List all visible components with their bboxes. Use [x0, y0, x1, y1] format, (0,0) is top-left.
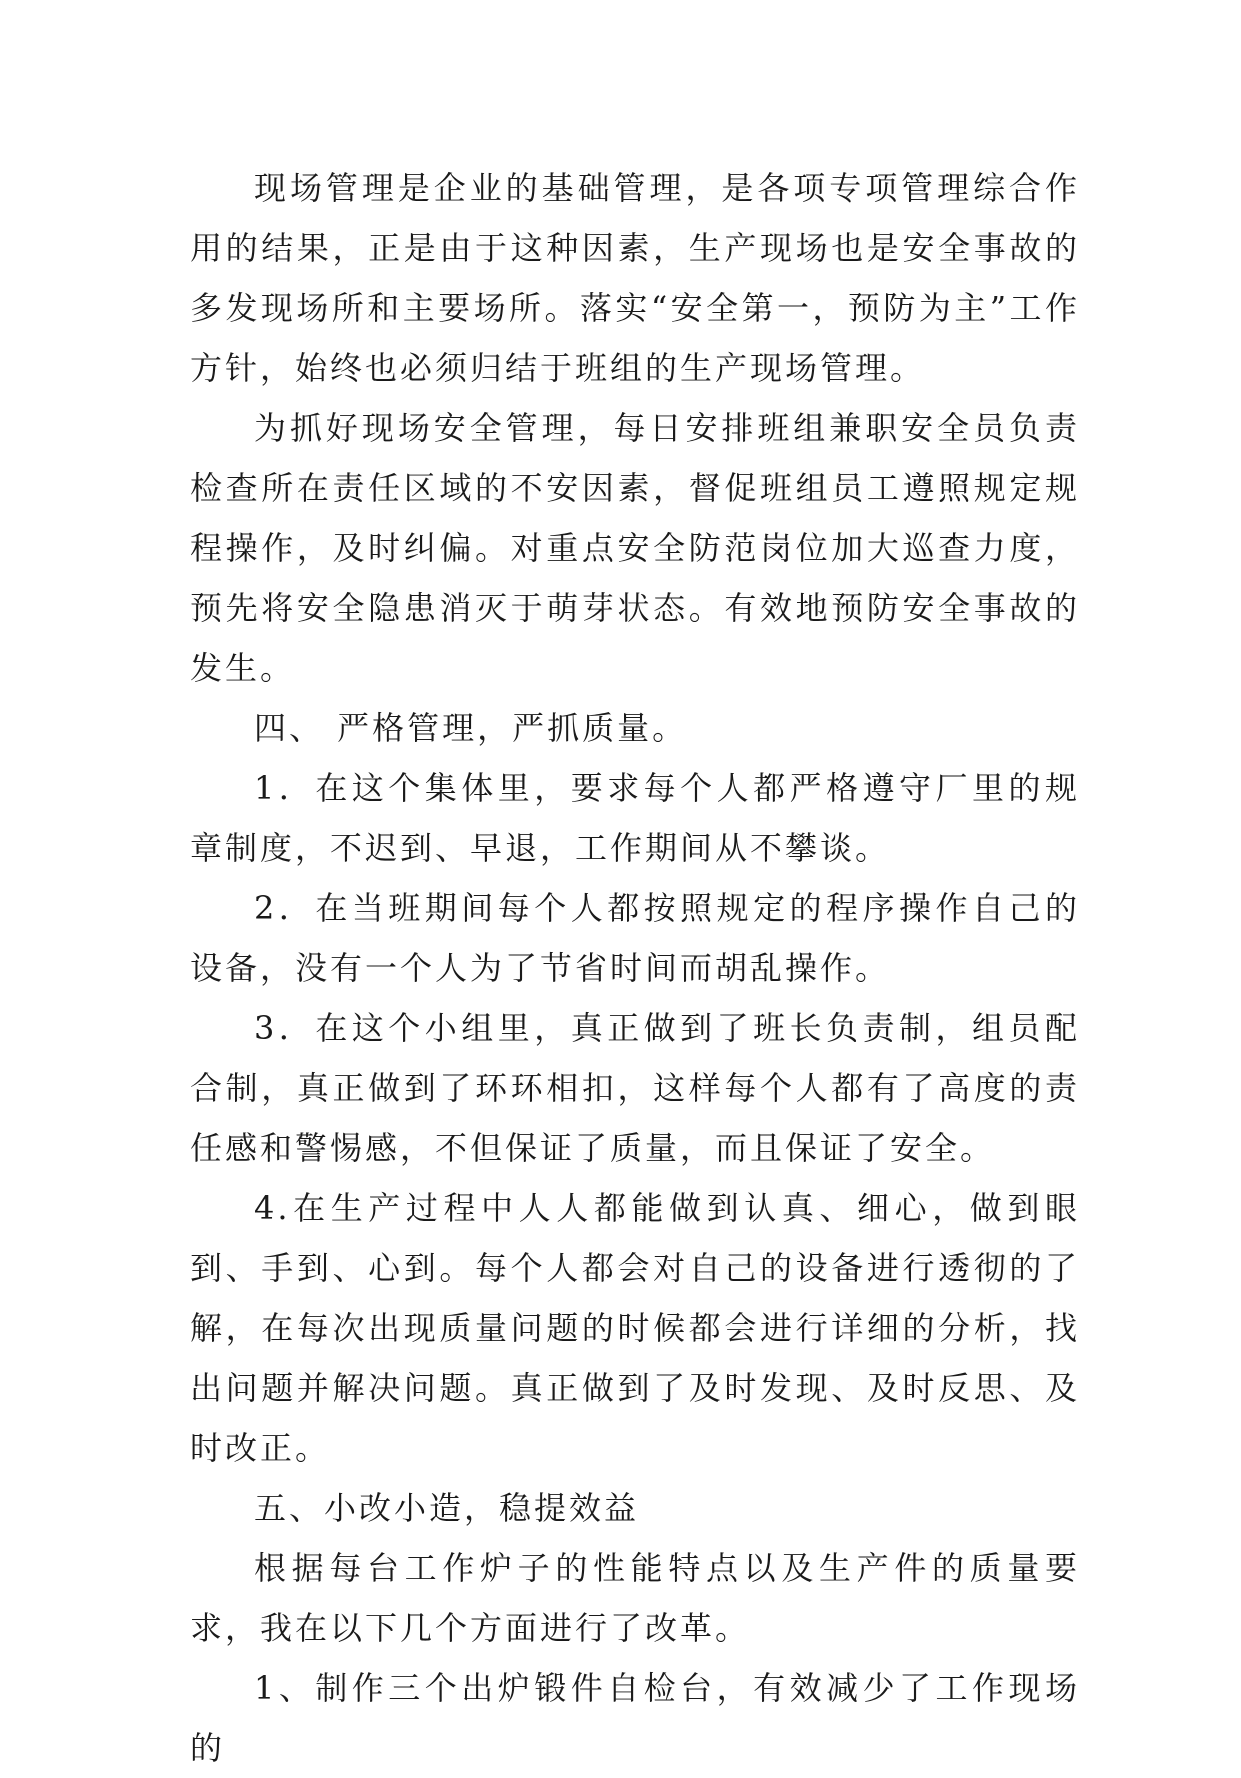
list-item-2: 2．在当班期间每个人都按照规定的程序操作自己的设备，没有一个人为了节省时间而胡乱操作。: [190, 889, 1080, 987]
list-item-4: 4.在生产过程中人人都能做到认真、细心，做到眼到、手到、心到。每个人都会对自己的设备进行透彻的了解，在每次出现质量问题的时候都会进行详细的分析，找出问题并解决问题。真正做到了及时发现、及时反思、及时改正。: [190, 1189, 1080, 1467]
paragraph-site-management: 现场管理是企业的基础管理，是各项专项管理综合作用的结果，正是由于这种因素，生产现场也是安全事故的多发现场所和主要场所。落实“安全第一，预防为主”工作方针，始终也必须归结于班组的生产现场管理。: [190, 169, 1080, 387]
document-body: [190, 158, 1080, 1778]
paragraph-reform-intro: 根据每台工作炉子的性能特点以及生产件的质量要求，我在以下几个方面进行了改革。: [190, 1549, 1080, 1647]
section-heading-improvement: 五、小改小造，稳提效益: [254, 1489, 640, 1527]
list-item-reform-1: 1、制作三个出炉锻件自检台，有效减少了工作现场的: [190, 1669, 1080, 1767]
list-item-1: 1．在这个集体里，要求每个人都严格遵守厂里的规章制度，不迟到、早退，工作期间从不攀谈。: [190, 769, 1080, 867]
list-item-3: 3．在这个小组里，真正做到了班长负责制，组员配合制，真正做到了环环相扣，这样每个人都有了高度的责任感和警惕感，不但保证了质量，而且保证了安全。: [190, 1009, 1080, 1167]
section-heading-quality: 四、 严格管理，严抓质量。: [254, 709, 688, 747]
paragraph-safety-inspection: 为抓好现场安全管理，每日安排班组兼职安全员负责检查所在责任区域的不安因素，督促班组员工遵照规定规程操作，及时纠偏。对重点安全防范岗位加大巡查力度，预先将安全隐患消灭于萌芽状态。有效地预防安全事故的发生。: [190, 409, 1080, 687]
